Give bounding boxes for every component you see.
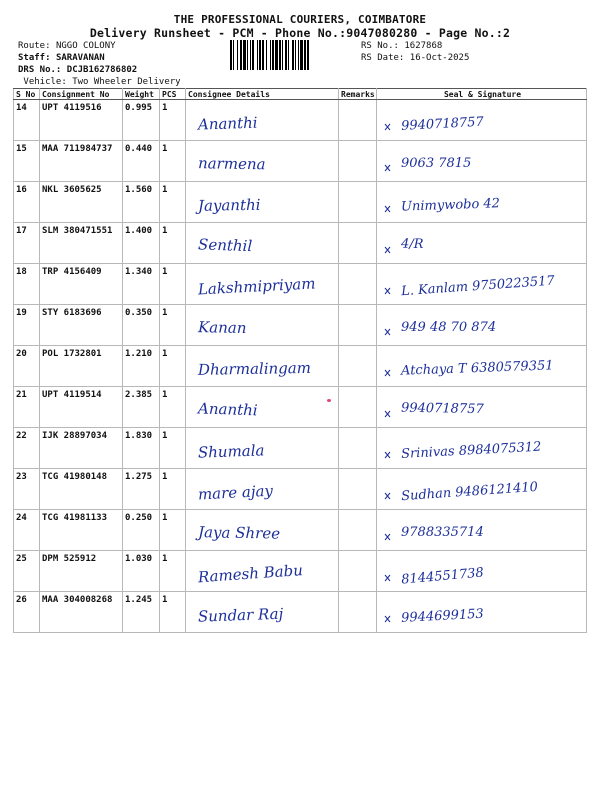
consignment-cell: [40, 346, 123, 387]
consignment-cell: [40, 100, 123, 141]
signature-text: 949 48 70 874: [401, 320, 497, 335]
consignee-cell: [186, 469, 339, 510]
tick-mark-icon: [385, 452, 390, 458]
table-header-row: [14, 89, 587, 100]
drs-label: DRS No.:: [18, 65, 62, 75]
pcs-cell-text: 1: [162, 431, 168, 441]
consignment-cell: [40, 141, 123, 182]
seal-signature-cell: [377, 264, 587, 305]
pcs-cell-text: 1: [162, 472, 168, 482]
consignment-cell: [40, 264, 123, 305]
table-row: [14, 141, 587, 182]
sno-cell: [14, 264, 40, 305]
consignee-handwriting: [186, 223, 339, 264]
seal-signature-cell: [377, 592, 587, 633]
route-value: NGGO COLONY: [55, 41, 116, 51]
sno-cell-text: 24: [16, 513, 27, 523]
signature-handwriting: [377, 346, 587, 387]
sno-cell: [14, 551, 40, 592]
barcode-bar: [262, 40, 264, 70]
weight-cell: [123, 223, 160, 264]
weight-cell-text: 0.250: [125, 513, 153, 523]
route-label: Route:: [18, 41, 51, 51]
seal-signature-cell: [377, 100, 587, 141]
pcs-cell-text: 1: [162, 513, 168, 523]
barcode-bar: [270, 40, 271, 70]
signature-text: Atchaya T 6380579351: [400, 358, 554, 379]
pcs-cell-text: 1: [162, 103, 168, 113]
consignee-name: Jaya Shree: [197, 523, 281, 543]
consignee-handwriting: [186, 305, 339, 346]
signature-text: L. Kanlam 9750223517: [400, 273, 556, 300]
signature-handwriting: [377, 592, 587, 633]
weight-cell: [123, 182, 160, 223]
consignee-cell: [186, 141, 339, 182]
consignment-cell-text: TCG 41981133: [42, 513, 108, 523]
consignee-name: mare ajay: [197, 481, 274, 504]
barcode-bar: [266, 40, 267, 70]
table-row: [14, 346, 587, 387]
consignment-cell-text: STY 6183696: [42, 308, 102, 318]
runsheet-table: [13, 88, 587, 633]
pcs-cell-text: 1: [162, 226, 168, 236]
tick-mark-icon: [385, 370, 390, 376]
tick-mark-icon: [385, 165, 390, 171]
weight-cell: [123, 469, 160, 510]
pcs-cell-text: 1: [162, 267, 168, 277]
barcode-bar: [300, 40, 303, 70]
staff-value: SARAVANAN: [55, 53, 105, 63]
barcode-bar: [304, 40, 306, 70]
sno-cell: [14, 346, 40, 387]
weight-cell-text: 1.275: [125, 472, 153, 482]
pcs-cell-text: 1: [162, 349, 168, 359]
signature-text: 9063 7815: [401, 156, 472, 171]
consignment-cell-text: MAA 711984737: [42, 144, 113, 154]
barcode-bar: [247, 40, 248, 70]
seal-signature-cell: [377, 469, 587, 510]
signature-handwriting: [377, 428, 587, 469]
sno-cell: [14, 141, 40, 182]
signature-text: Unimywobo 42: [400, 196, 501, 215]
runsheet-subtitle: Delivery Runsheet - PCM - Phone No.:9047080280 - Page No.:2: [89, 26, 511, 40]
pcs-cell: [160, 264, 186, 305]
tick-mark-icon: [385, 534, 390, 540]
signature-handwriting: [377, 510, 587, 551]
weight-cell-text: 2.385: [125, 390, 153, 400]
signature-handwriting: [377, 100, 587, 141]
consignee-handwriting: [186, 551, 339, 592]
table-row: [14, 387, 587, 428]
seal-signature-cell: [377, 510, 587, 551]
consignment-cell-text: IJK 28897034: [42, 431, 108, 441]
signature-text: 9788335714: [401, 525, 484, 540]
remarks-cell: [339, 469, 377, 510]
consignee-name: Shumala: [197, 441, 265, 462]
consignee-handwriting: [186, 141, 339, 182]
col-header-pcs: PCS: [160, 89, 186, 100]
signature-text: 9940718757: [400, 400, 484, 418]
sno-cell: [14, 469, 40, 510]
pcs-cell: [160, 469, 186, 510]
rs-no-value: 1627868: [404, 41, 443, 51]
consignee-cell: [186, 592, 339, 633]
weight-cell: [123, 305, 160, 346]
consignment-cell-text: SLM 380471551: [42, 226, 113, 236]
seal-signature-cell: [377, 551, 587, 592]
signature-handwriting: [377, 223, 587, 264]
barcode-bar: [230, 40, 232, 70]
table-row: [14, 100, 587, 141]
barcode-bar: [272, 40, 274, 70]
consignment-cell-text: UPT 4119514: [42, 390, 102, 400]
table-row: [14, 469, 587, 510]
pcs-cell: [160, 510, 186, 551]
consignee-name: narmena: [197, 154, 266, 174]
consignee-cell: [186, 182, 339, 223]
sno-cell: [14, 428, 40, 469]
sno-cell-text: 22: [16, 431, 27, 441]
remarks-cell: [339, 551, 377, 592]
col-header-consignee: Consignee Details: [186, 89, 339, 100]
runsheet-info-left: [18, 40, 181, 88]
rs-date-label: RS Date:: [361, 53, 405, 63]
table-row: [14, 223, 587, 264]
remarks-cell: [339, 264, 377, 305]
weight-cell: [123, 387, 160, 428]
barcode-bar: [237, 40, 238, 70]
consignee-name: Ananthi: [197, 399, 258, 420]
tick-mark-icon: [385, 493, 390, 499]
table-row: [14, 428, 587, 469]
sno-cell: [14, 182, 40, 223]
seal-signature-cell: [377, 141, 587, 182]
barcode-bar: [288, 40, 289, 70]
ink-mark: [327, 399, 331, 402]
col-header-seal: Seal & Signature: [377, 89, 587, 100]
remarks-cell: [339, 592, 377, 633]
consignee-name: Jayanthi: [197, 195, 261, 215]
weight-cell: [123, 551, 160, 592]
consignee-handwriting: [186, 100, 339, 141]
remarks-cell: [339, 305, 377, 346]
sno-cell-text: 23: [16, 472, 27, 482]
remarks-cell: [339, 346, 377, 387]
weight-cell-text: 1.400: [125, 226, 153, 236]
signature-handwriting: [377, 264, 587, 305]
sno-cell-text: 17: [16, 226, 27, 236]
tick-mark-icon: [385, 124, 390, 130]
barcode-bar: [259, 40, 261, 70]
vehicle-value: Two Wheeler Delivery: [72, 77, 181, 87]
rs-no-label: RS No.:: [361, 41, 399, 51]
pcs-cell-text: 1: [162, 554, 168, 564]
barcode-bar: [298, 40, 299, 70]
consignee-cell: [186, 510, 339, 551]
signature-text: 9940718757: [400, 114, 485, 134]
consignee-handwriting: [186, 469, 339, 510]
sno-cell: [14, 223, 40, 264]
sno-cell-text: 18: [16, 267, 27, 277]
col-header-sno: S No: [14, 89, 40, 100]
consignee-handwriting: [186, 387, 339, 428]
consignment-cell-text: POL 1732801: [42, 349, 102, 359]
table-row: [14, 182, 587, 223]
seal-signature-cell: [377, 305, 587, 346]
consignment-cell-text: TCG 41980148: [42, 472, 108, 482]
weight-cell-text: 1.830: [125, 431, 153, 441]
tick-mark-icon: [385, 288, 390, 294]
remarks-cell: [339, 141, 377, 182]
consignment-cell: [40, 182, 123, 223]
consignment-cell: [40, 428, 123, 469]
weight-cell: [123, 141, 160, 182]
signature-text: Sudhan 9486121410: [400, 479, 539, 505]
pcs-cell: [160, 387, 186, 428]
sno-cell: [14, 305, 40, 346]
barcode-bar: [295, 40, 296, 70]
consignment-cell-text: TRP 4156409: [42, 267, 102, 277]
pcs-cell: [160, 182, 186, 223]
tick-mark-icon: [385, 247, 390, 253]
weight-cell-text: 0.350: [125, 308, 153, 318]
weight-cell-text: 1.245: [125, 595, 153, 605]
consignment-cell: [40, 469, 123, 510]
seal-signature-cell: [377, 182, 587, 223]
tick-mark-icon: [385, 206, 390, 212]
seal-signature-cell: [377, 346, 587, 387]
seal-signature-cell: [377, 428, 587, 469]
tick-mark-icon: [385, 329, 390, 335]
signature-handwriting: [377, 305, 587, 346]
runsheet-info-right: [361, 40, 469, 64]
consignee-cell: [186, 100, 339, 141]
weight-cell-text: 0.440: [125, 144, 153, 154]
pcs-cell: [160, 223, 186, 264]
remarks-cell: [339, 100, 377, 141]
pcs-cell: [160, 592, 186, 633]
consignee-name: Sundar Raj: [197, 604, 284, 626]
barcode-bar: [243, 40, 246, 70]
signature-text: 9944699153: [400, 606, 485, 626]
consignment-cell: [40, 223, 123, 264]
pcs-cell-text: 1: [162, 185, 168, 195]
pcs-cell-text: 1: [162, 390, 168, 400]
table-row: [14, 305, 587, 346]
weight-cell-text: 1.340: [125, 267, 153, 277]
weight-cell-text: 1.030: [125, 554, 153, 564]
weight-cell-text: 1.210: [125, 349, 153, 359]
consignee-cell: [186, 223, 339, 264]
pcs-cell-text: 1: [162, 144, 168, 154]
weight-cell: [123, 592, 160, 633]
consignment-cell-text: UPT 4119516: [42, 103, 102, 113]
seal-signature-cell: [377, 387, 587, 428]
pcs-cell-text: 1: [162, 308, 168, 318]
sno-cell-text: 16: [16, 185, 27, 195]
company-title: THE PROFESSIONAL COURIERS, COIMBATORE: [173, 13, 427, 26]
consignment-cell-text: NKL 3605625: [42, 185, 102, 195]
pcs-cell: [160, 551, 186, 592]
barcode-bar: [285, 40, 287, 70]
weight-cell: [123, 100, 160, 141]
vehicle-label: Vehicle:: [23, 77, 67, 87]
col-header-consignment: Consignment No: [40, 89, 123, 100]
barcode-bar: [275, 40, 278, 70]
consignee-cell: [186, 551, 339, 592]
consignee-cell: [186, 387, 339, 428]
consignee-handwriting: [186, 428, 339, 469]
sno-cell-text: 26: [16, 595, 27, 605]
consignee-name: Ramesh Babu: [197, 561, 304, 587]
weight-cell: [123, 428, 160, 469]
consignment-cell: [40, 551, 123, 592]
consignee-cell: [186, 428, 339, 469]
tick-mark-icon: [385, 575, 390, 581]
weight-cell-text: 1.560: [125, 185, 153, 195]
tick-mark-icon: [385, 411, 390, 417]
remarks-cell: [339, 387, 377, 428]
signature-text: Srinivas 8984075312: [400, 439, 542, 462]
table-row: [14, 264, 587, 305]
signature-text: 4/R: [400, 236, 424, 253]
sno-cell: [14, 387, 40, 428]
sno-cell-text: 14: [16, 103, 27, 113]
col-header-remarks: Remarks: [339, 89, 377, 100]
remarks-cell: [339, 182, 377, 223]
consignee-handwriting: [186, 510, 339, 551]
pcs-cell: [160, 100, 186, 141]
weight-cell: [123, 264, 160, 305]
barcode-bar: [282, 40, 283, 70]
barcode-bar: [252, 40, 254, 70]
barcode-bar: [307, 40, 309, 70]
signature-handwriting: [377, 141, 587, 182]
sno-cell-text: 25: [16, 554, 27, 564]
consignee-cell: [186, 264, 339, 305]
barcode-bar: [250, 40, 251, 70]
consignee-cell: [186, 346, 339, 387]
sno-cell-text: 19: [16, 308, 27, 318]
pcs-cell: [160, 141, 186, 182]
consignment-cell-text: MAA 304008268: [42, 595, 113, 605]
consignee-name: Lakshmipriyam: [197, 274, 316, 299]
pcs-cell: [160, 346, 186, 387]
drs-value: DCJB162786802: [66, 65, 138, 75]
staff-label: Staff:: [18, 53, 51, 63]
consignee-name: Senthil: [197, 235, 253, 256]
consignee-handwriting: [186, 264, 339, 305]
table-row: [14, 592, 587, 633]
sno-cell: [14, 510, 40, 551]
consignee-handwriting: [186, 346, 339, 387]
consignment-cell: [40, 510, 123, 551]
barcode-bar: [233, 40, 234, 70]
barcode-bar: [240, 40, 242, 70]
signature-handwriting: [377, 182, 587, 223]
sno-cell-text: 20: [16, 349, 27, 359]
consignment-cell: [40, 592, 123, 633]
consignment-cell: [40, 305, 123, 346]
barcode-bar: [292, 40, 294, 70]
consignment-cell: [40, 387, 123, 428]
barcode-image: [230, 40, 356, 70]
weight-cell-text: 0.995: [125, 103, 153, 113]
pcs-cell-text: 1: [162, 595, 168, 605]
barcode-bar: [257, 40, 258, 70]
remarks-cell: [339, 510, 377, 551]
seal-signature-cell: [377, 223, 587, 264]
consignment-cell-text: DPM 525912: [42, 554, 97, 564]
table-row: [14, 510, 587, 551]
pcs-cell: [160, 428, 186, 469]
consignee-name: Kanan: [197, 318, 247, 338]
sno-cell: [14, 100, 40, 141]
signature-handwriting: [377, 387, 587, 428]
rs-date-value: 16-Oct-2025: [409, 53, 470, 63]
weight-cell: [123, 510, 160, 551]
remarks-cell: [339, 223, 377, 264]
weight-cell: [123, 346, 160, 387]
remarks-cell: [339, 428, 377, 469]
consignee-handwriting: [186, 182, 339, 223]
pcs-cell: [160, 305, 186, 346]
sno-cell-text: 15: [16, 144, 27, 154]
consignee-handwriting: [186, 592, 339, 633]
signature-handwriting: [377, 469, 587, 510]
consignee-name: Ananthi: [197, 113, 258, 134]
consignee-cell: [186, 305, 339, 346]
barcode-bar: [279, 40, 281, 70]
signature-text: 8144551738: [400, 565, 485, 588]
sno-cell-text: 21: [16, 390, 27, 400]
tick-mark-icon: [385, 616, 390, 622]
consignee-name: Dharmalingam: [197, 358, 312, 379]
col-header-weight: Weight: [123, 89, 160, 100]
signature-handwriting: [377, 551, 587, 592]
sno-cell: [14, 592, 40, 633]
table-row: [14, 551, 587, 592]
